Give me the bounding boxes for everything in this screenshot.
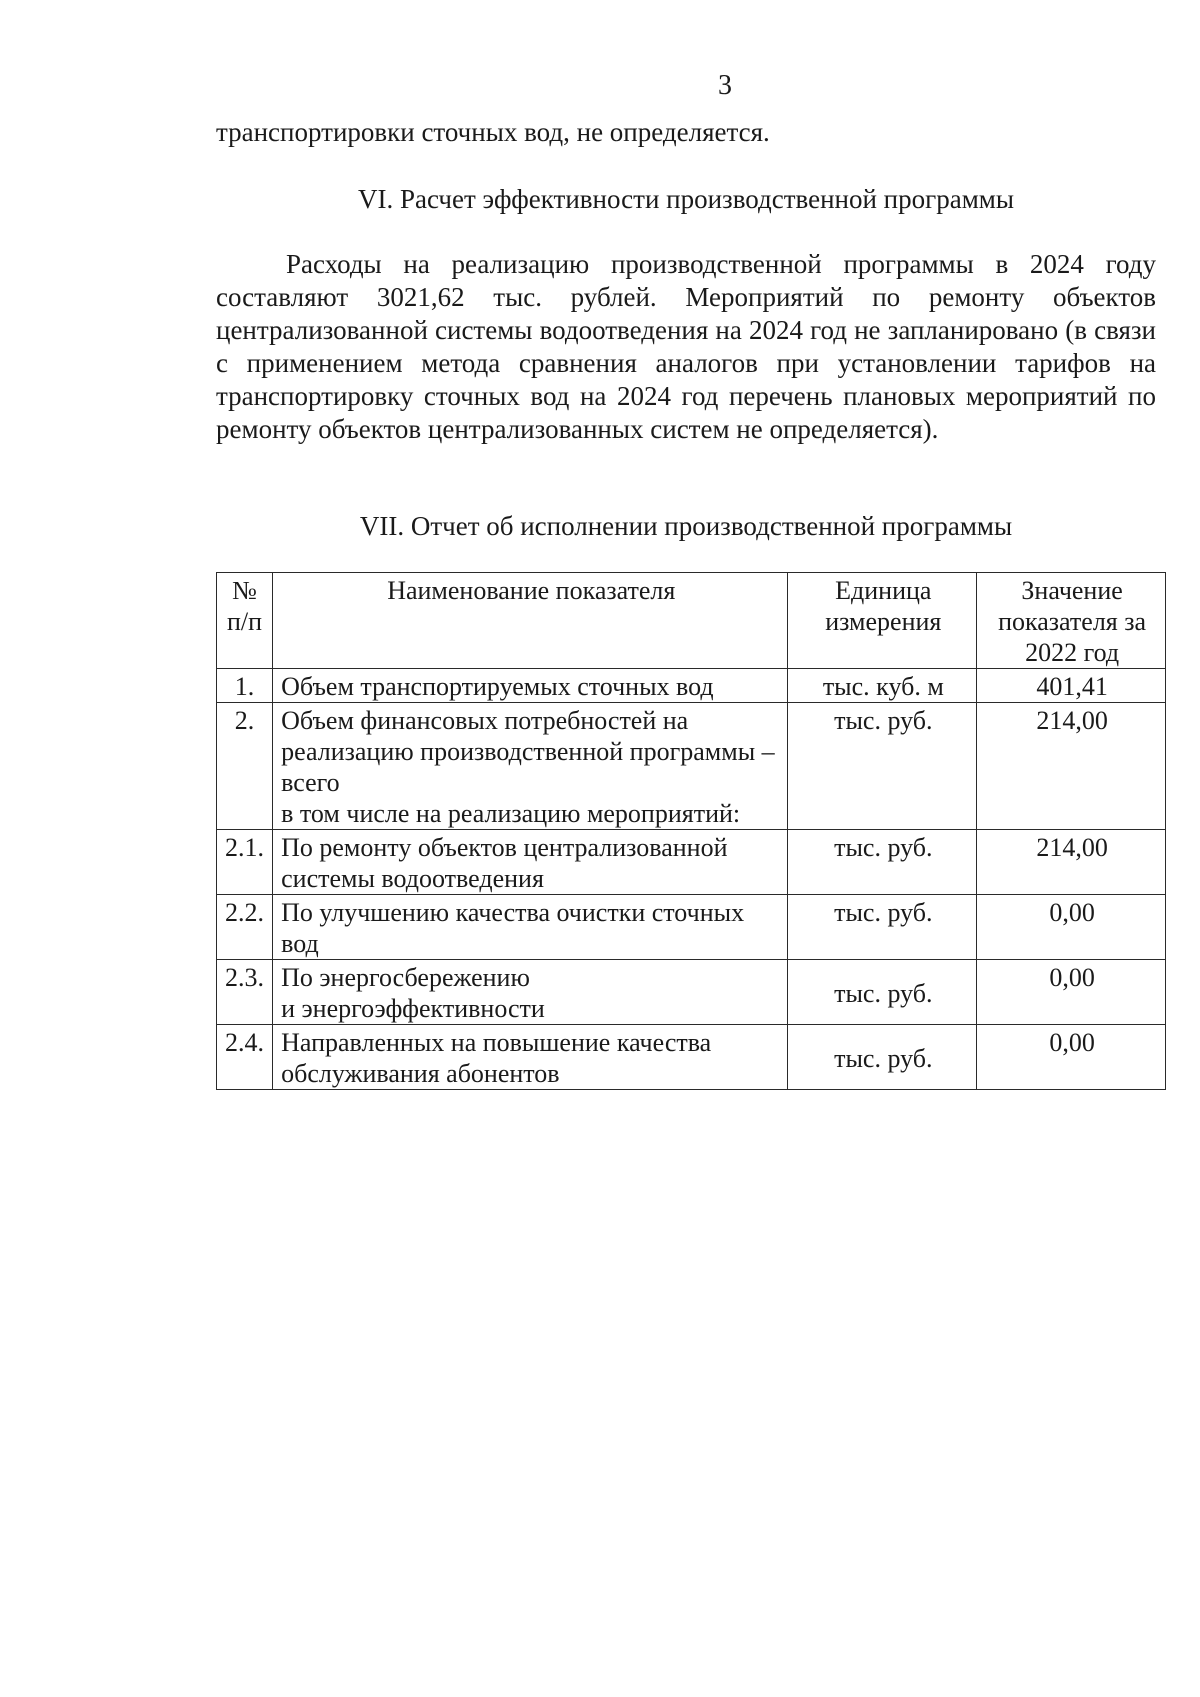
- row-name: Объем транспортируемых сточных вод: [273, 669, 788, 703]
- row-unit: тыс. руб.: [788, 703, 977, 830]
- header-unit: Единица измерения: [788, 573, 977, 669]
- header-name: Наименование показателя: [273, 573, 788, 669]
- row-name: По ремонту объектов централизованной системы водоотведения: [273, 830, 788, 895]
- row-value: 214,00: [977, 830, 1166, 895]
- table-row: [217, 895, 1166, 960]
- row-num: 2.2.: [217, 895, 273, 960]
- row-value: 401,41: [977, 669, 1166, 703]
- row-unit: тыс. руб.: [788, 960, 977, 1025]
- header-value: Значение показателя за 2022 год: [977, 573, 1166, 669]
- page-number: 3: [718, 70, 732, 101]
- row-name: По улучшению качества очистки сточных вод: [273, 895, 788, 960]
- table-row: [217, 669, 1166, 703]
- row-value: 0,00: [977, 895, 1166, 960]
- section-7-heading: VII. Отчет об исполнении производственной программы: [359, 511, 1013, 541]
- header-num: № п/п: [217, 573, 273, 669]
- row-num: 2.3.: [217, 960, 273, 1025]
- row-value: 0,00: [977, 1025, 1166, 1090]
- row-unit: тыс. руб.: [788, 1025, 977, 1090]
- section-6-heading: VI. Расчет эффективности производственной программы: [357, 184, 1014, 214]
- section-6-paragraph: Расходы на реализацию производственной программы в 2024 году составляют 3021,62 тыс. рублей. Мероприятий по ремонту объектов централизованной системы водоотведения на 2024 год не запланировано (в связи с применением метода сравнения аналогов при установлении тарифов на транспортировку сточных вод на 2024 год перечень плановых мероприятий по ремонту объектов централизованных систем не определяется).: [216, 249, 1156, 444]
- row-name: По энергосбережению и энергоэффективности: [273, 960, 788, 1025]
- row-num: 2.4.: [217, 1025, 273, 1090]
- table-row: [217, 1025, 1166, 1090]
- row-num: 2.: [217, 703, 273, 830]
- table-row: [217, 830, 1166, 895]
- row-unit: тыс. руб.: [788, 895, 977, 960]
- row-name: Направленных на повышение качества обслуживания абонентов: [273, 1025, 788, 1090]
- row-value: 0,00: [977, 960, 1166, 1025]
- table-row: [217, 960, 1166, 1025]
- report-table: [216, 572, 1166, 1090]
- row-num: 1.: [217, 669, 273, 703]
- row-num: 2.1.: [217, 830, 273, 895]
- row-unit: тыс. руб.: [788, 830, 977, 895]
- row-unit: тыс. куб. м: [788, 669, 977, 703]
- table-header-row: [217, 573, 1166, 669]
- continuation-text: транспортировки сточных вод, не определяется.: [216, 117, 770, 147]
- row-value: 214,00: [977, 703, 1166, 830]
- row-name: Объем финансовых потребностей на реализацию производственной программы – всего в том числе на реализацию мероприятий:: [273, 703, 788, 830]
- table-row: [217, 703, 1166, 830]
